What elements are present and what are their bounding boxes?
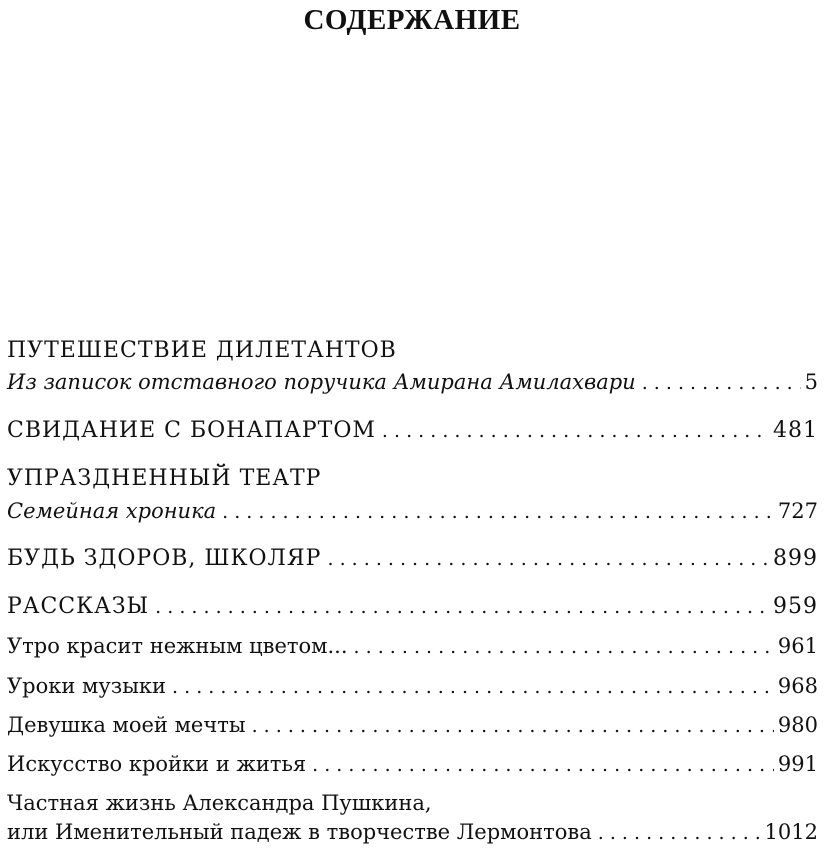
toc-entry-title: Уроки музыки <box>7 674 167 698</box>
dot-leader <box>312 754 774 776</box>
toc-entry-rasskazy[interactable] <box>7 594 818 619</box>
dot-leader <box>382 420 769 442</box>
toc-entry-semeynaya[interactable] <box>7 499 818 523</box>
dot-leader <box>598 822 761 844</box>
toc-entry-title: Утро красит нежным цветом... <box>7 634 348 658</box>
toc-entry-page: 968 <box>777 674 818 698</box>
toc-heading-text: Частная жизнь Александра Пушкина, <box>7 791 432 815</box>
toc-entry-utro[interactable] <box>7 634 818 658</box>
toc-entry-imenitelny[interactable] <box>7 820 818 844</box>
dot-leader <box>222 501 774 523</box>
toc-entry-title: СВИДАНИЕ С БОНАПАРТОМ <box>7 418 376 443</box>
toc-entry-title: Семейная хроника <box>7 499 217 523</box>
toc-entry-page: 727 <box>777 499 818 523</box>
toc-entry-title: Из записок отставного поручика Амирана Амилахвари <box>7 370 636 394</box>
toc-entry-title: Девушка моей мечты <box>7 713 246 737</box>
toc-entry-page: 481 <box>773 418 818 443</box>
toc-entry-title: или Именительный падеж в творчестве Лермонтова <box>7 820 592 844</box>
toc-entry-page: 899 <box>773 546 818 571</box>
toc-entry-page: 991 <box>777 752 818 776</box>
toc-heading-text: ПУТЕШЕСТВИЕ ДИЛЕТАНТОВ <box>7 338 397 363</box>
toc-heading-uprazdnenny <box>7 466 818 491</box>
toc-entry-devushka[interactable] <box>7 713 818 737</box>
dot-leader <box>642 372 801 394</box>
toc-entry-page: 961 <box>777 634 818 658</box>
toc-entry-iskusstvo[interactable] <box>7 752 818 776</box>
toc-entry-iz-zapisok[interactable] <box>7 370 818 394</box>
dot-leader <box>155 596 769 618</box>
toc-heading-chastnaya <box>7 791 818 815</box>
dot-leader <box>328 548 770 570</box>
toc-entry-uroki[interactable] <box>7 674 818 698</box>
toc-entry-title: БУДЬ ЗДОРОВ, ШКОЛЯР <box>7 546 322 571</box>
dot-leader <box>172 676 774 698</box>
page-title: СОДЕРЖАНИЕ <box>303 4 521 36</box>
toc-entry-title: РАССКАЗЫ <box>7 594 150 619</box>
toc-entry-page: 1012 <box>764 820 818 844</box>
toc-heading-text: УПРАЗДНЕННЫЙ ТЕАТР <box>7 466 322 491</box>
toc-entry-svidanie[interactable] <box>7 418 818 443</box>
toc-heading-puteshestvie <box>7 338 818 363</box>
toc-entry-page: 5 <box>804 370 818 394</box>
toc-entry-title: Искусство кройки и житья <box>7 752 307 776</box>
dot-leader <box>354 636 774 658</box>
dot-leader <box>252 715 774 737</box>
toc-entry-page: 980 <box>777 713 818 737</box>
toc-entry-page: 959 <box>773 594 818 619</box>
toc-entry-bud-zdorov[interactable] <box>7 546 818 571</box>
